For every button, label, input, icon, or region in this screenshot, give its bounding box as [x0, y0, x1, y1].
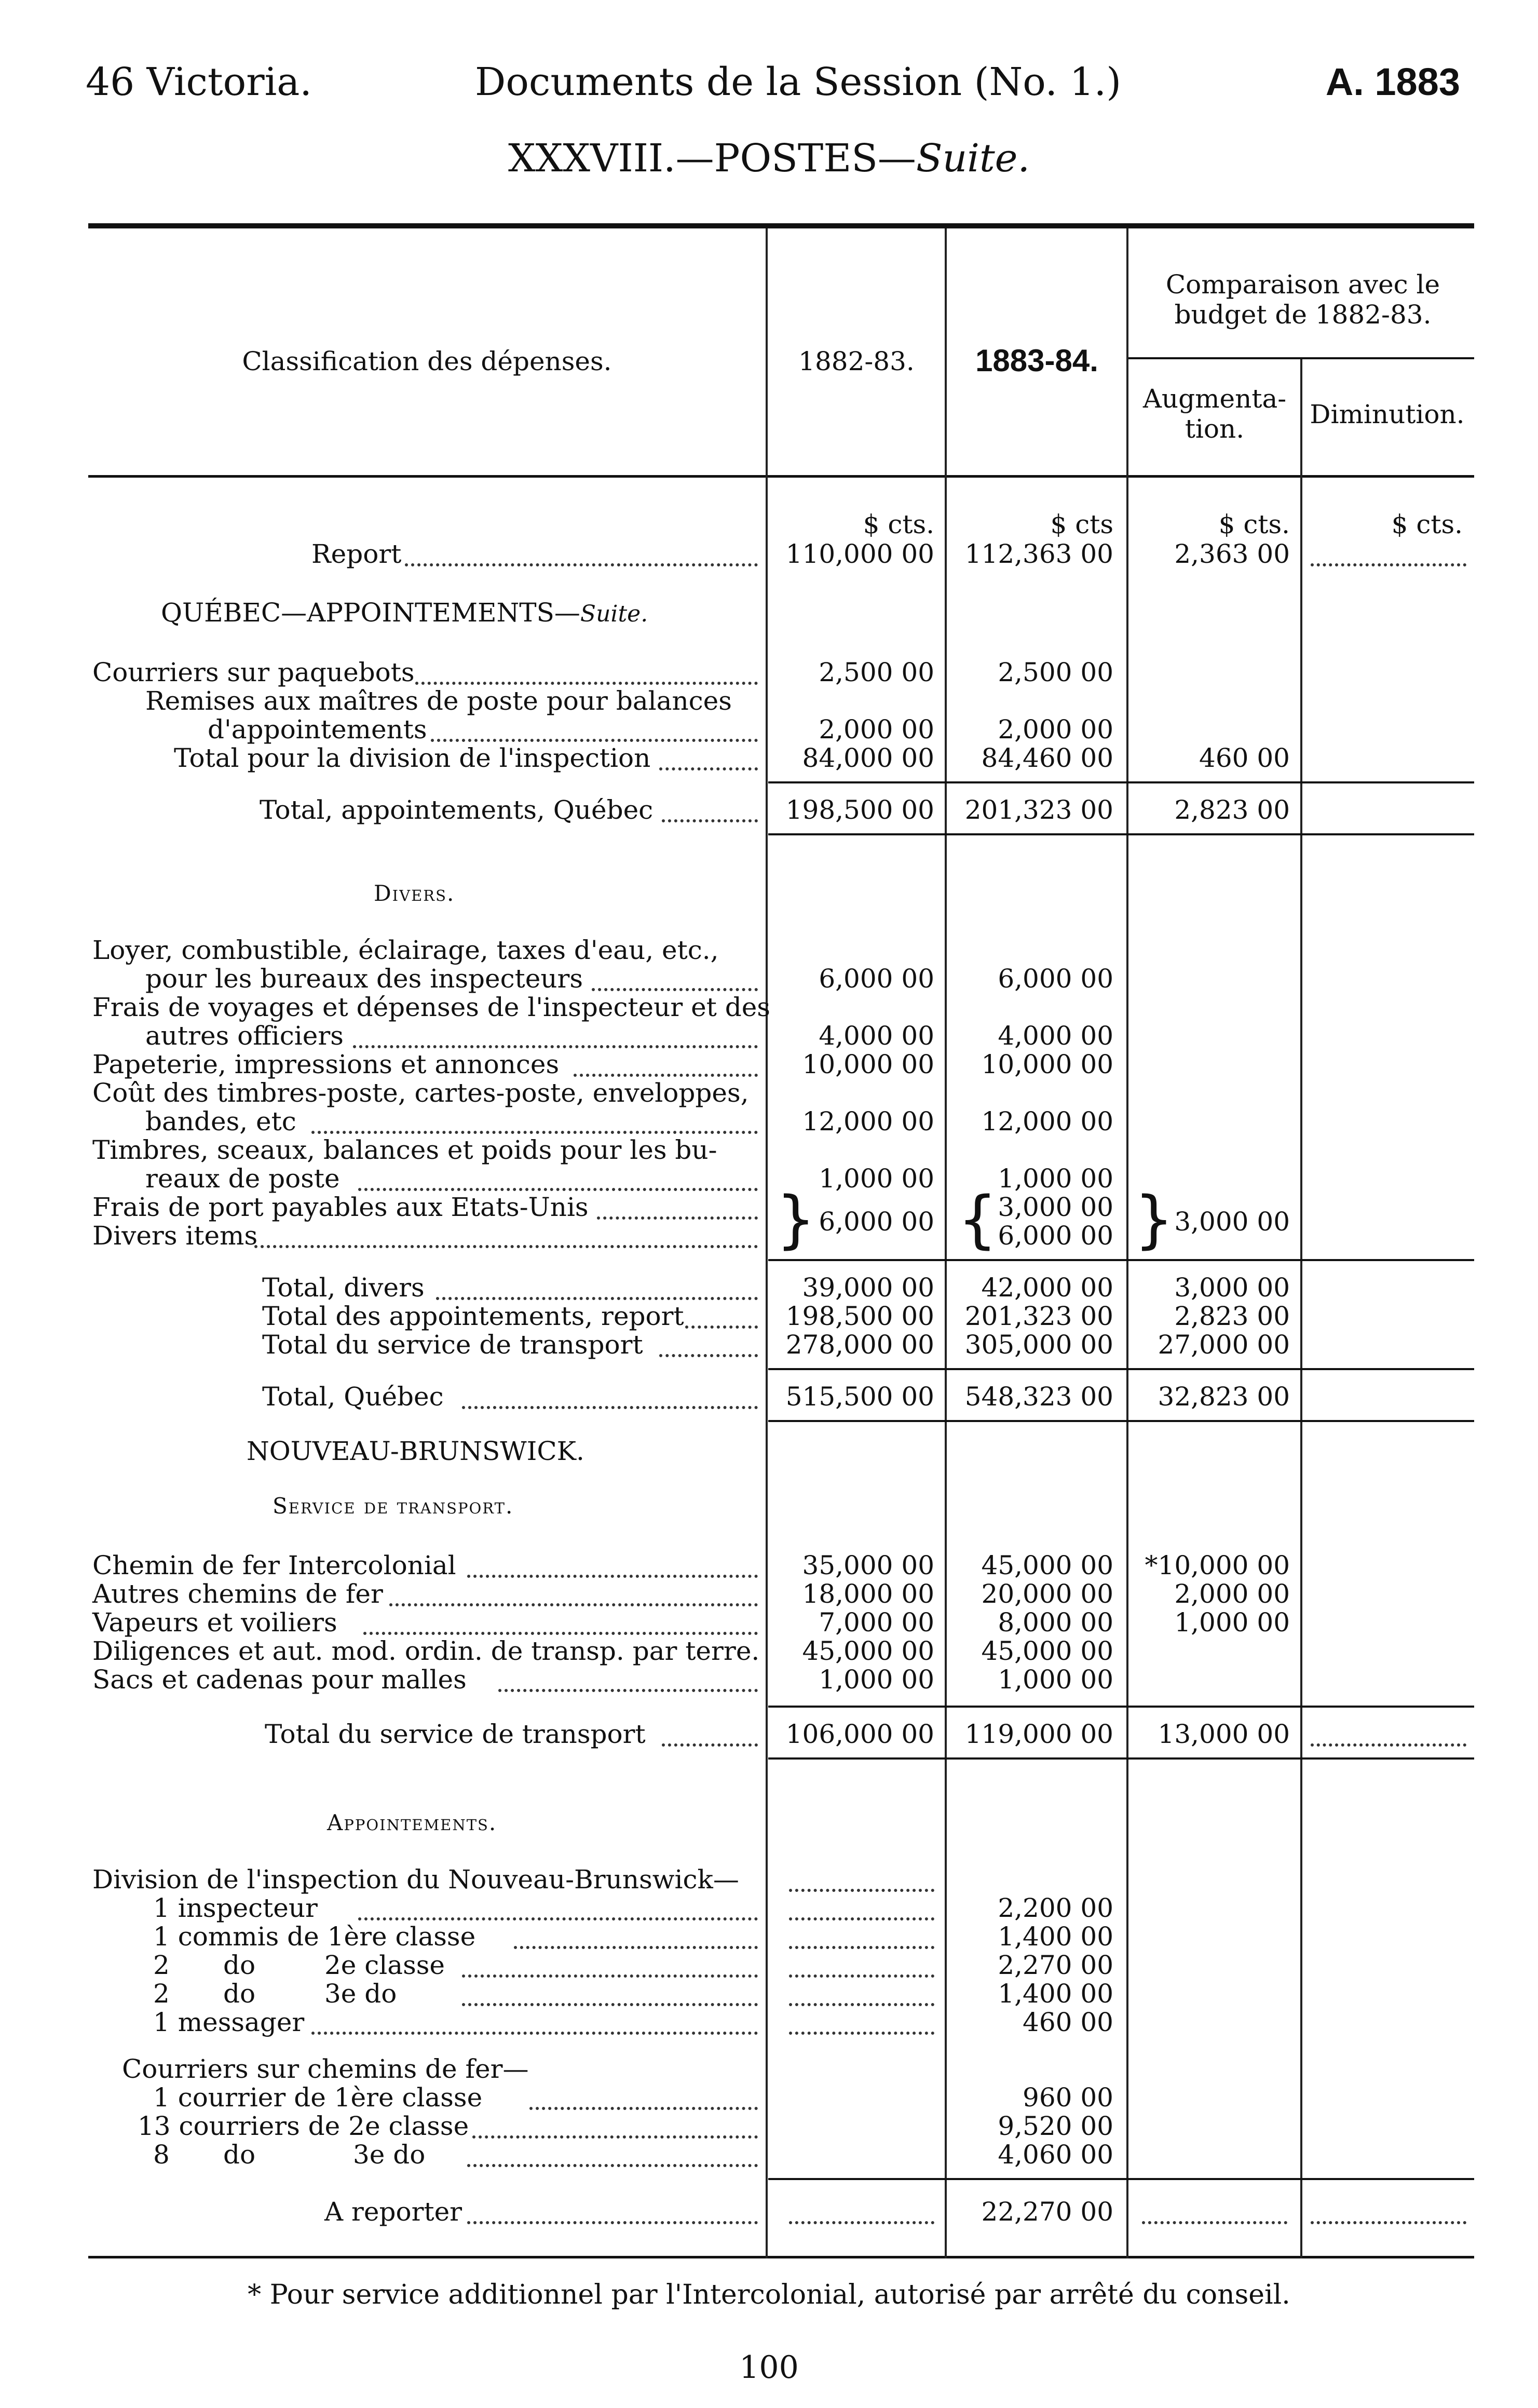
cell-y2: 84,460 00	[981, 743, 1113, 773]
row-num: 8	[153, 2140, 170, 2170]
row-label: Diligences et aut. mod. ordin. de transp. par terre.	[92, 1636, 760, 1666]
row-label: pour les bureaux des inspecteurs	[145, 964, 583, 994]
cell-y1: 106,000 00	[785, 1719, 934, 1749]
cell-y1: 1,000 00	[819, 1164, 934, 1194]
cell-y1: 110,000 00	[785, 539, 934, 569]
row-label: Vapeurs et voiliers	[92, 1607, 337, 1638]
section-heading: Divers.	[374, 881, 455, 906]
leader-dots	[1142, 2221, 1287, 2224]
section-title	[0, 136, 1538, 181]
row-num: 2	[153, 1979, 170, 2009]
col-header-classification: Classification des dépenses.	[242, 346, 612, 376]
cell-y1: 515,500 00	[785, 1382, 934, 1412]
quebec-heading-suffix: Suite.	[580, 601, 648, 627]
header-center: Documents de la Session (No. 1.)	[475, 60, 1122, 104]
cell-y1: 7,000 00	[819, 1607, 934, 1638]
row-label: Total, appointements, Québec	[260, 795, 654, 825]
cell-y2: 45,000 00	[981, 1550, 1113, 1580]
cell-aug: 2,000 00	[1174, 1579, 1290, 1609]
section-heading: NOUVEAU-BRUNSWICK.	[247, 1436, 584, 1466]
cell-aug: 13,000 00	[1158, 1719, 1290, 1749]
subtotal-rule	[768, 1259, 1474, 1261]
row-label: Frais de port payables aux Etats-Unis	[92, 1192, 589, 1222]
row-label: d'appointements	[208, 714, 427, 745]
leader-dots	[358, 1188, 758, 1191]
leader-dots	[415, 682, 758, 685]
leader-dots	[659, 767, 758, 770]
leader-dots	[254, 1245, 758, 1248]
cell-aug: 2,823 00	[1174, 1301, 1290, 1331]
leader-dots	[311, 1131, 758, 1134]
footnote: * Pour service additionnel par l'Intercolonial, autorisé par arrêté du conseil.	[248, 2279, 1290, 2310]
section-title-main: XXXVIII.—POSTES—	[508, 136, 916, 181]
cell-y1: 198,500 00	[785, 795, 934, 825]
cell-y2: 9,520 00	[998, 2111, 1113, 2141]
cell-y2: 112,363 00	[964, 539, 1113, 569]
col-header-1882-83: 1882-83.	[798, 346, 915, 376]
row-label: 1 commis de 1ère classe	[153, 1922, 476, 1952]
cell-aug: 3,000 00	[1174, 1207, 1290, 1237]
col-header-augmentation: Augmenta-tion.	[1142, 384, 1287, 444]
row-label: Total du service de transport	[262, 1330, 643, 1360]
leader-dots	[529, 2107, 758, 2110]
cell-y2: 548,323 00	[964, 1382, 1113, 1412]
cell-y2: 1,400 00	[998, 1922, 1113, 1952]
cell-y1: 198,500 00	[785, 1301, 934, 1331]
leader-dots	[467, 2221, 758, 2224]
row-label: Remises aux maîtres de poste pour balances	[145, 686, 732, 716]
subtotal-rule	[768, 1420, 1474, 1422]
row-label: bandes, etc	[145, 1106, 296, 1137]
cell-y2: 4,000 00	[998, 1021, 1113, 1051]
leader-dots	[358, 1917, 758, 1920]
cell-y1: 39,000 00	[802, 1273, 934, 1303]
row-label: 1 messager	[153, 2007, 305, 2037]
cell-y2: 10,000 00	[981, 1049, 1113, 1079]
row-label: Papeterie, impressions et annonces	[92, 1049, 560, 1079]
cell-aug: 1,000 00	[1174, 1607, 1290, 1638]
row-label: Total pour la division de l'inspection	[174, 743, 651, 773]
row-label: Frais de voyages et dépenses de l'inspecteur et des	[92, 992, 770, 1022]
leader-dots	[789, 1946, 934, 1949]
leader-dots	[467, 2164, 758, 2167]
row-label: 13 courriers de 2e classe	[138, 2111, 469, 2141]
cell-y1: 6,000 00	[819, 1207, 934, 1237]
leader-dots	[462, 2003, 758, 2006]
row-label: Loyer, combustible, éclairage, taxes d'eau, etc.,	[92, 935, 719, 965]
leader-dots	[789, 2032, 934, 2035]
row-do: do	[223, 2140, 256, 2170]
col-header-comparison: Comparaison avec le budget de 1882-83.	[1165, 269, 1440, 330]
unit-y1: $ cts.	[863, 509, 934, 539]
row-label: reaux de poste	[145, 1164, 340, 1194]
row-label: Total des appointements, report	[262, 1301, 684, 1331]
row-label: autres officiers	[145, 1021, 344, 1051]
unit-y2: $ cts	[1050, 509, 1113, 539]
row-label: 1 inspecteur	[153, 1893, 318, 1923]
row-label: Courriers sur paquebots	[92, 657, 415, 687]
cell-y1: 12,000 00	[802, 1106, 934, 1137]
leader-dots	[498, 1689, 758, 1692]
leader-dots	[1311, 1743, 1466, 1747]
cell-y1: 18,000 00	[802, 1579, 934, 1609]
cell-y2: 1,400 00	[998, 1979, 1113, 2009]
cell-y2: 8,000 00	[998, 1607, 1113, 1638]
page-number: 100	[739, 2349, 799, 2386]
leader-dots	[1311, 2221, 1466, 2224]
section-heading	[161, 600, 648, 626]
leader-dots	[574, 1074, 758, 1077]
subtotal-rule	[768, 833, 1474, 835]
cell-aug: *10,000 00	[1145, 1550, 1290, 1580]
row-label: 1 courrier de 1ère classe	[153, 2082, 483, 2113]
cell-aug: 32,823 00	[1158, 1382, 1290, 1412]
cell-y2: 12,000 00	[981, 1106, 1113, 1137]
cell-y2: 45,000 00	[981, 1636, 1113, 1666]
leader-dots	[789, 1974, 934, 1978]
row-label: Chemin de fer Intercolonial	[92, 1550, 456, 1580]
top-rule	[88, 223, 1474, 228]
leader-dots	[311, 2032, 758, 2035]
col-line-3	[1126, 228, 1128, 2258]
cell-y2: 1,000 00	[998, 1665, 1113, 1695]
unit-dim: $ cts.	[1391, 509, 1463, 539]
leader-dots	[462, 1974, 758, 1978]
leader-dots	[389, 1603, 758, 1606]
col-line-1	[766, 228, 768, 2258]
subtotal-rule	[768, 2178, 1474, 2180]
brace: }	[1134, 1184, 1174, 1256]
cell-y2: 960 00	[1023, 2082, 1113, 2113]
cell-y2: 22,270 00	[981, 2197, 1113, 2227]
row-label: Divers items	[92, 1221, 258, 1251]
leader-dots	[789, 1889, 934, 1892]
col-line-4	[1300, 359, 1302, 2258]
cell-y1: 6,000 00	[819, 964, 934, 994]
row-num: 2	[153, 1950, 170, 1980]
col-line-2	[945, 228, 947, 2258]
row-class: 3e do	[353, 2140, 426, 2170]
brace: {	[958, 1184, 998, 1256]
cell-y1: 4,000 00	[819, 1021, 934, 1051]
row-label: Timbres, sceaux, balances et poids pour les bu-	[92, 1135, 717, 1165]
col-header-1883-84: 1883-84.	[975, 343, 1098, 378]
row-label: Coût des timbres-poste, cartes-poste, enveloppes,	[92, 1078, 749, 1108]
leader-dots	[514, 1946, 758, 1949]
cell-aug: 3,000 00	[1174, 1273, 1290, 1303]
row-class: 3e do	[324, 1979, 397, 2009]
row-label: Total du service de transport	[265, 1719, 646, 1749]
leader-dots	[472, 2135, 758, 2139]
header-rule	[88, 475, 1474, 478]
cell-y2: 119,000 00	[964, 1719, 1113, 1749]
cell-y2: 201,323 00	[964, 795, 1113, 825]
cell-y1: 2,000 00	[819, 714, 934, 745]
leader-dots	[1311, 563, 1466, 566]
leader-dots	[431, 739, 758, 742]
leader-dots	[685, 1325, 758, 1329]
row-class: 2e classe	[324, 1950, 445, 1980]
cell-aug: 2,363 00	[1174, 539, 1290, 569]
cell-y2: 42,000 00	[981, 1273, 1113, 1303]
leader-dots	[436, 1297, 758, 1300]
cell-y2: 2,000 00	[998, 714, 1113, 745]
row-do: do	[223, 1950, 256, 1980]
col-header-diminution: Diminution.	[1310, 399, 1465, 429]
cell-y1: 45,000 00	[802, 1636, 934, 1666]
leader-dots	[467, 1575, 758, 1578]
cell-y2: 2,500 00	[998, 657, 1113, 687]
cell-y2: 1,000 00	[998, 1164, 1113, 1194]
section-heading: Service de transport.	[273, 1493, 514, 1519]
leader-dots	[789, 2003, 934, 2006]
cell-y1: 2,500 00	[819, 657, 934, 687]
subtotal-rule	[768, 1757, 1474, 1760]
row-label: Courriers sur chemins de fer—	[122, 2054, 529, 2084]
subtotal-rule	[768, 1368, 1474, 1370]
cell-y2: 6,000 00	[998, 1221, 1113, 1251]
section-heading: Appointements.	[327, 1810, 497, 1835]
leader-dots	[462, 1406, 758, 1409]
leader-dots	[662, 1743, 758, 1747]
cell-y2: 6,000 00	[998, 964, 1113, 994]
leader-dots	[662, 819, 758, 822]
cell-y2: 3,000 00	[998, 1192, 1113, 1222]
cell-y1: 84,000 00	[802, 743, 934, 773]
quebec-heading-main: QUÉBEC—APPOINTEMENTS—	[161, 598, 580, 628]
cell-y2: 460 00	[1023, 2007, 1113, 2037]
cell-y2: 201,323 00	[964, 1301, 1113, 1331]
section-title-suffix: Suite.	[916, 136, 1030, 181]
cell-y2: 2,200 00	[998, 1893, 1113, 1923]
row-label: Total, divers	[262, 1273, 425, 1303]
cell-y1: 278,000 00	[785, 1330, 934, 1360]
cell-y2: 20,000 00	[981, 1579, 1113, 1609]
row-label: Report	[311, 539, 402, 569]
cell-y1: 35,000 00	[802, 1550, 934, 1580]
header-right: A. 1883	[1325, 60, 1460, 103]
subtotal-rule	[768, 781, 1474, 783]
row-label: Sacs et cadenas pour malles	[92, 1665, 467, 1695]
row-label: A reporter	[324, 2197, 462, 2227]
header-left: 46 Victoria.	[86, 60, 312, 104]
leader-dots	[353, 1045, 758, 1048]
row-do: do	[223, 1979, 256, 2009]
leader-dots	[592, 988, 758, 991]
cell-y1: 10,000 00	[802, 1049, 934, 1079]
row-label: Division de l'inspection du Nouveau-Brunswick—	[92, 1864, 739, 1895]
cell-aug: 2,823 00	[1174, 795, 1290, 825]
leader-dots	[789, 2221, 934, 2224]
cell-aug: 27,000 00	[1158, 1330, 1290, 1360]
cell-y2: 2,270 00	[998, 1950, 1113, 1980]
bottom-rule	[88, 2256, 1474, 2258]
subtotal-rule	[768, 1706, 1474, 1708]
cell-aug: 460 00	[1199, 743, 1290, 773]
leader-dots	[363, 1632, 758, 1635]
cell-y2: 305,000 00	[964, 1330, 1113, 1360]
row-label: Total, Québec	[262, 1382, 444, 1412]
row-label: Autres chemins de fer	[92, 1579, 383, 1609]
unit-aug: $ cts.	[1218, 509, 1290, 539]
leader-dots	[659, 1354, 758, 1357]
cell-y2: 4,060 00	[998, 2140, 1113, 2170]
leader-dots	[597, 1216, 758, 1220]
leader-dots	[405, 563, 758, 566]
cell-y1: 1,000 00	[819, 1665, 934, 1695]
brace: }	[776, 1184, 816, 1256]
leader-dots	[789, 1917, 934, 1920]
